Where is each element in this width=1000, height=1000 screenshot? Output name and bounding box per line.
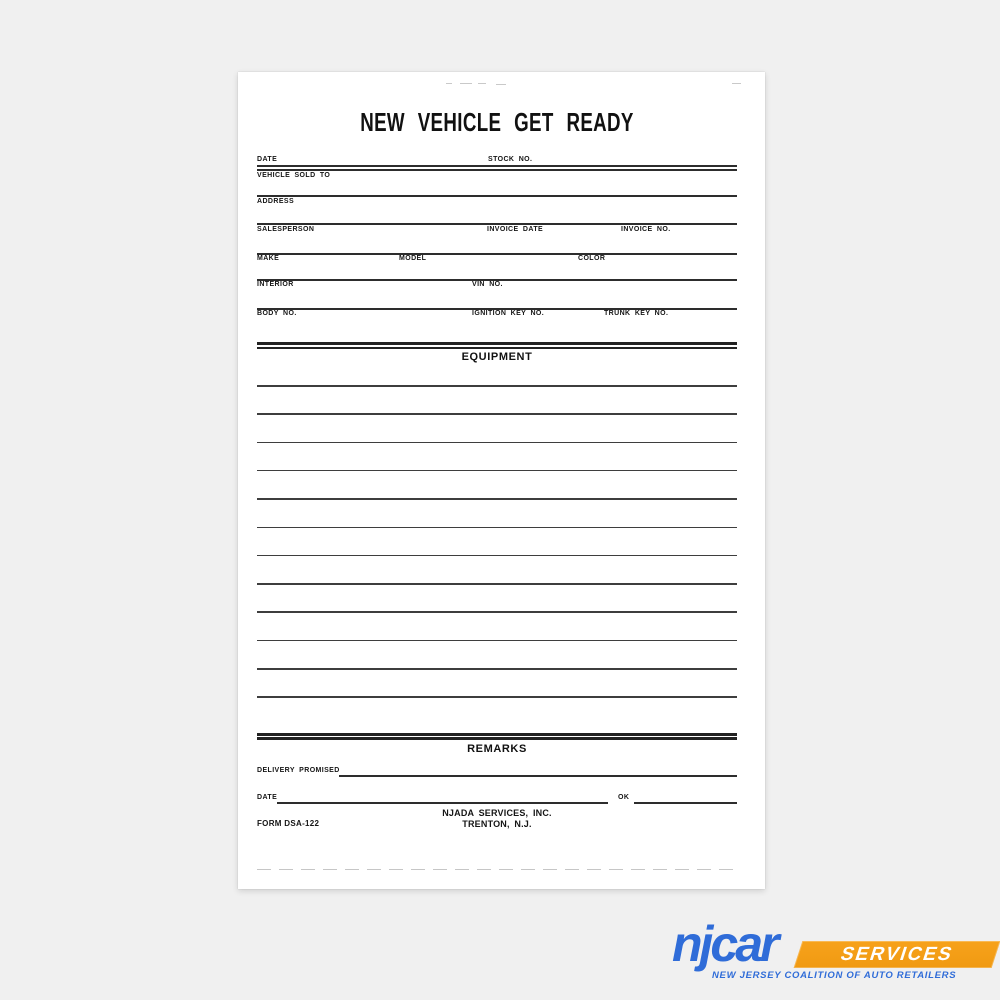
- model-label: MODEL: [399, 255, 427, 262]
- vin-no-label: VIN NO.: [472, 281, 503, 288]
- date-field-label: DATE: [257, 156, 278, 163]
- rule: [257, 737, 737, 740]
- logo-services-label: SERVICES: [837, 943, 957, 965]
- rule: [257, 165, 737, 167]
- delivery-promised-line: [339, 775, 737, 777]
- equipment-blank-line: [257, 442, 737, 444]
- stock-no-field-label: STOCK NO.: [488, 156, 533, 163]
- scanned-form-page: [238, 72, 765, 889]
- scan-artifact: [446, 83, 452, 84]
- remarks-section-header: REMARKS: [467, 743, 527, 755]
- company-city: TRENTON, N.J.: [462, 819, 532, 829]
- trunk-key-no-label: TRUNK KEY NO.: [604, 310, 669, 317]
- invoice-no-label: INVOICE NO.: [621, 226, 671, 233]
- delivery-promised-label: DELIVERY PROMISED: [257, 767, 340, 774]
- ok-label: OK: [618, 794, 630, 801]
- form-title: NEW VEHICLE GET READY: [360, 107, 634, 137]
- invoice-date-label: INVOICE DATE: [487, 226, 544, 233]
- logo-wordmark: njcar: [672, 916, 777, 972]
- equipment-blank-line: [257, 498, 737, 500]
- bottom-date-label: DATE: [257, 794, 278, 801]
- company-name: NJADA SERVICES, INC.: [442, 808, 552, 818]
- equipment-blank-line: [257, 413, 737, 415]
- address-label: ADDRESS: [257, 198, 295, 205]
- make-label: MAKE: [257, 255, 280, 262]
- equipment-blank-line: [257, 696, 737, 698]
- scan-artifact-line: [257, 869, 737, 870]
- scan-artifact: [732, 83, 741, 84]
- rule: [257, 223, 737, 225]
- salesperson-label: SALESPERSON: [257, 226, 315, 233]
- equipment-blank-line: [257, 555, 737, 557]
- body-no-label: BODY NO.: [257, 310, 297, 317]
- rule: [257, 733, 737, 736]
- scan-artifact: [460, 83, 472, 84]
- rule: [257, 347, 737, 350]
- scan-artifact: [478, 83, 486, 84]
- interior-label: INTERIOR: [257, 281, 294, 288]
- scan-artifact: [496, 84, 506, 85]
- vehicle-sold-to-label: VEHICLE SOLD TO: [257, 172, 331, 179]
- equipment-section-header: EQUIPMENT: [461, 351, 533, 363]
- logo-services-band: [794, 941, 1000, 968]
- equipment-blank-line: [257, 385, 737, 387]
- bottom-date-line: [277, 802, 608, 804]
- logo-tagline: NEW JERSEY COALITION OF AUTO RETAILERS: [712, 970, 957, 981]
- equipment-blank-line: [257, 583, 737, 585]
- equipment-blank-line: [257, 611, 737, 613]
- rule: [257, 169, 737, 171]
- rule: [257, 195, 737, 197]
- njcar-services-logo: [666, 916, 1000, 990]
- form-number: FORM DSA-122: [257, 819, 320, 828]
- rule: [257, 342, 737, 345]
- equipment-blank-line: [257, 668, 737, 670]
- rule: [257, 253, 737, 255]
- equipment-blank-line: [257, 470, 737, 472]
- ok-line: [634, 802, 737, 804]
- ignition-key-no-label: IGNITION KEY NO.: [472, 310, 545, 317]
- equipment-blank-line: [257, 640, 737, 642]
- equipment-blank-line: [257, 527, 737, 529]
- color-label: COLOR: [578, 255, 606, 262]
